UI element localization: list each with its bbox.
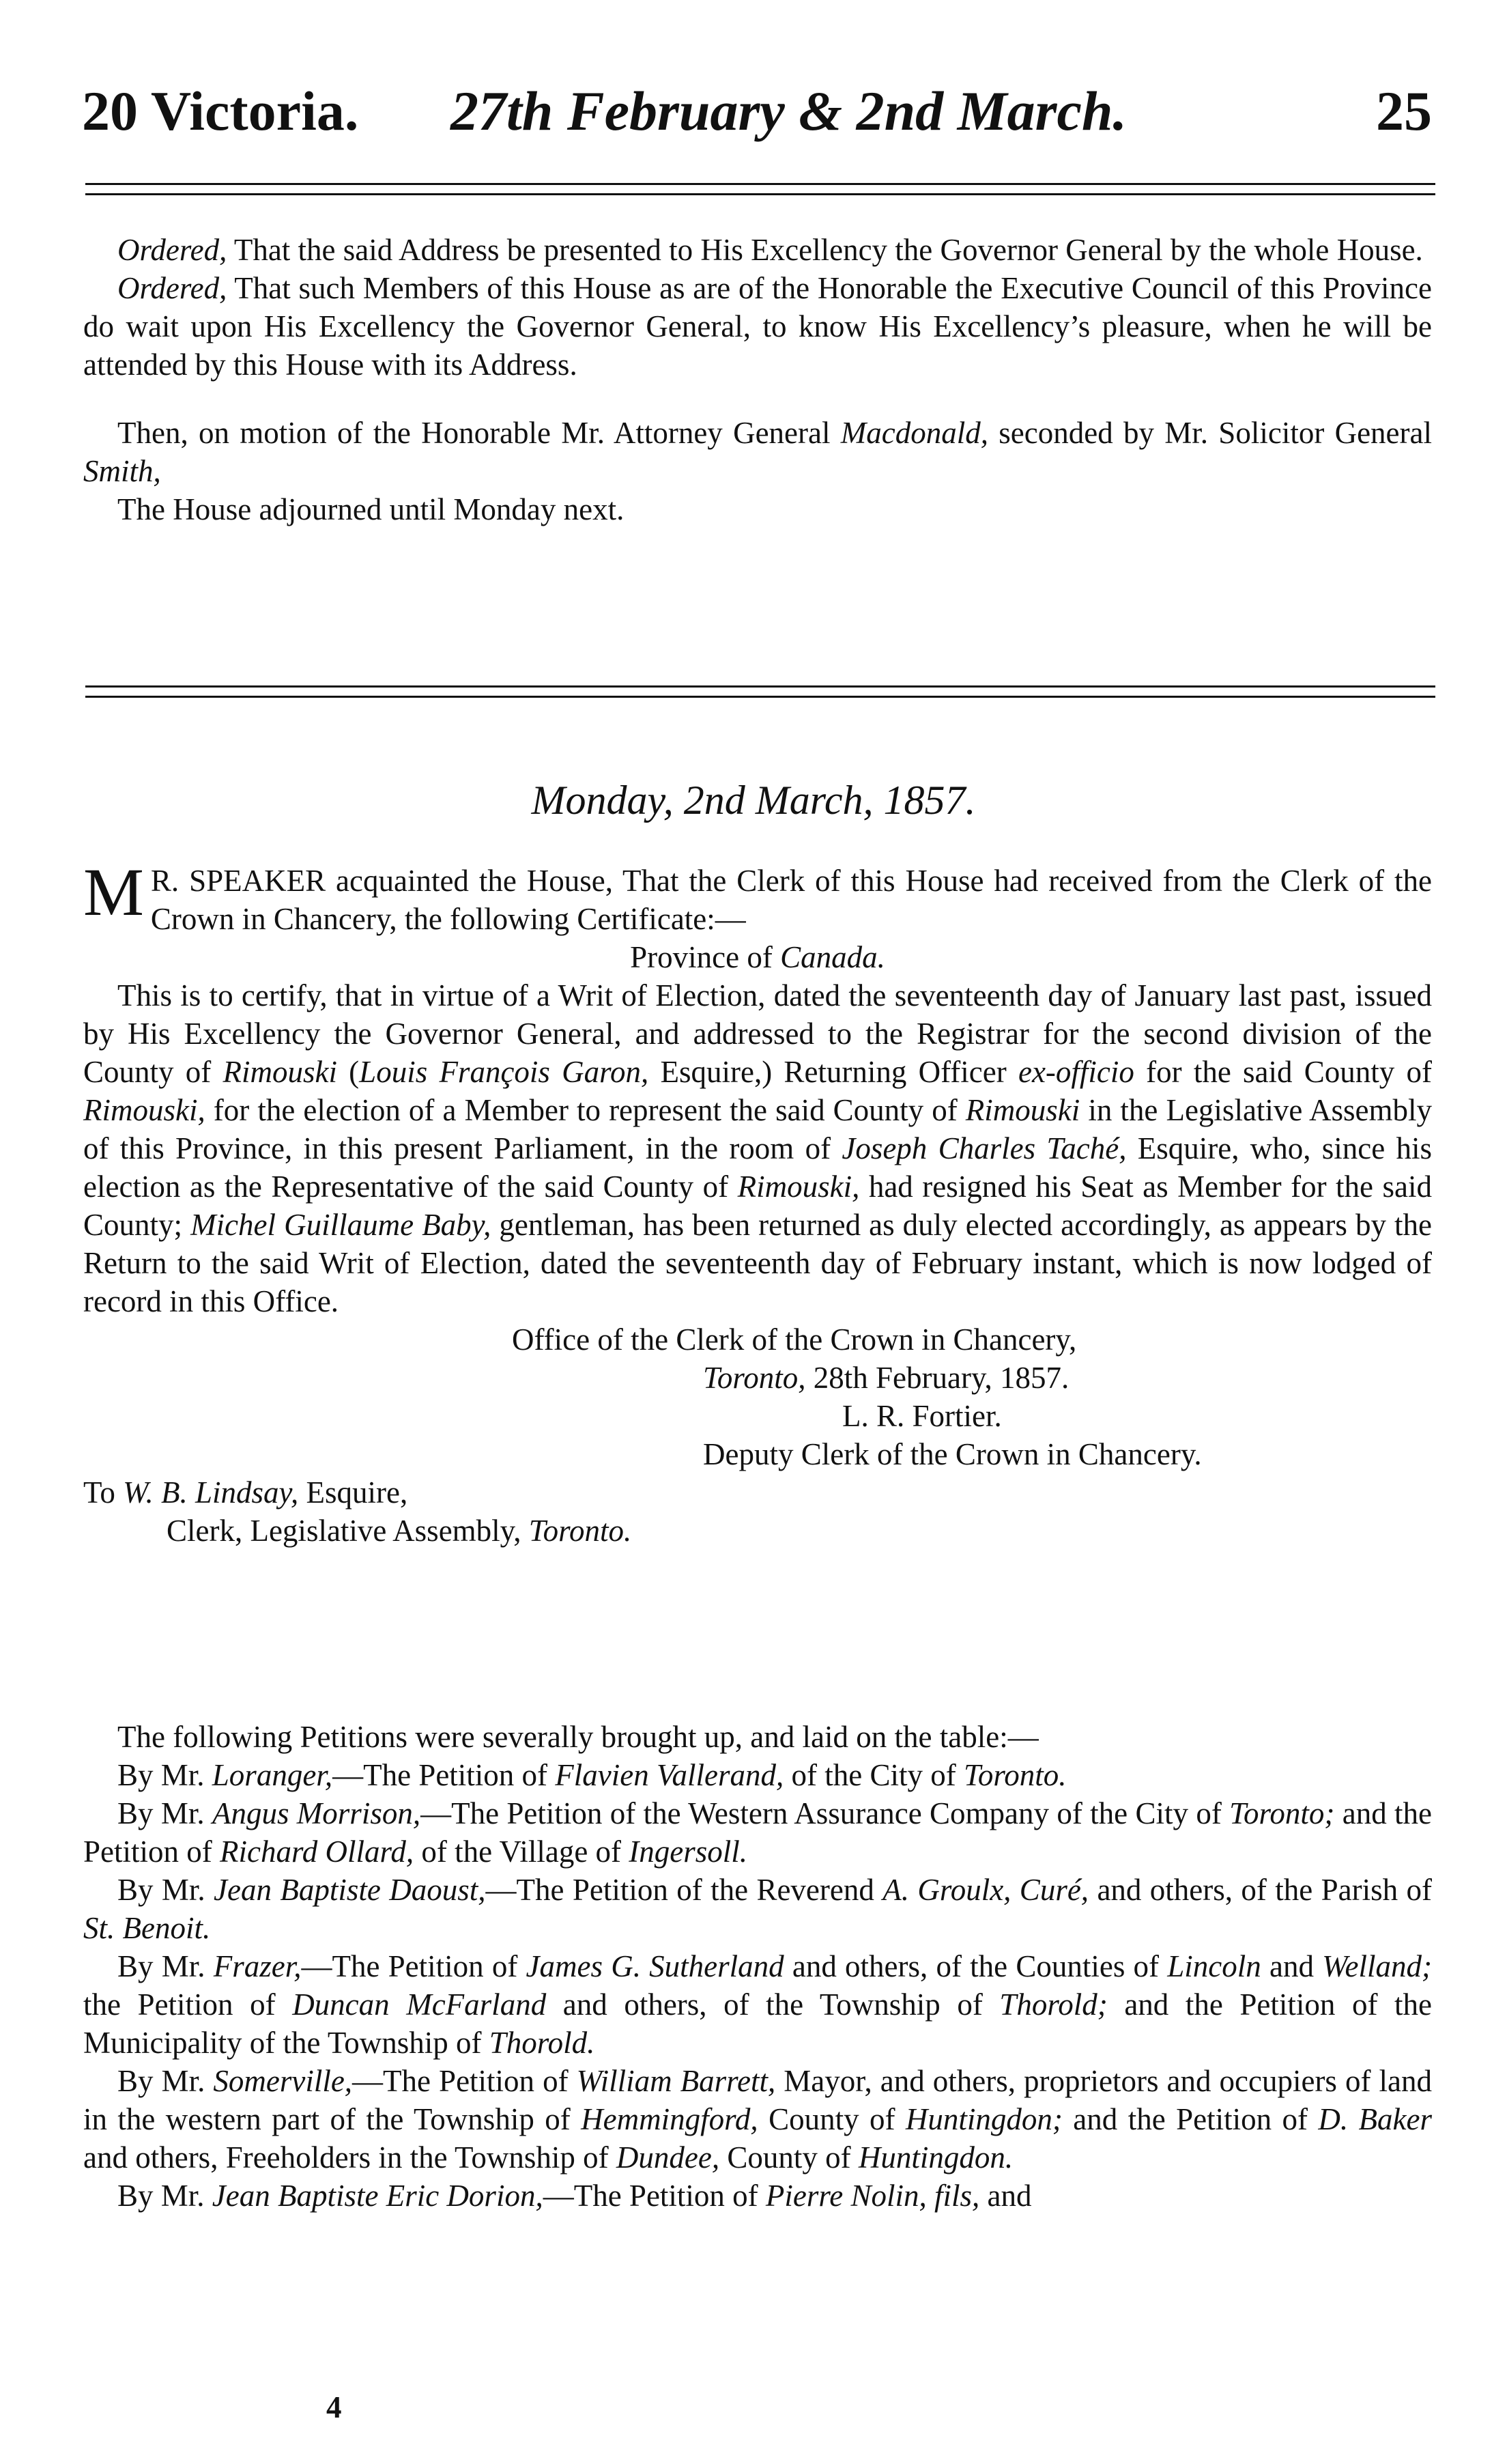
adjournment-motion: Then, on motion of the Honorable Mr. Attorney General Macdonald, seconded by Mr. Solicitor General Smith, xyxy=(83,416,1432,488)
drop-cap: M xyxy=(83,854,144,930)
adjournment-line: The House adjourned until Monday next. xyxy=(117,492,625,526)
signature-office: Office of the Clerk of the Crown in Chancery, xyxy=(512,1322,1077,1357)
petition-entry: By Mr. Loranger,—The Petition of Flavien Vallerand, of the City of Toronto. xyxy=(117,1758,1067,1792)
petition-entry: By Mr. Jean Baptiste Eric Dorion,—The Petition of Pierre Nolin, fils, and xyxy=(117,2179,1032,2213)
signature-date: Toronto, 28th February, 1857. xyxy=(703,1361,1070,1395)
certificate-text: This is to certify, that in virtue of a Writ of Election, dated the seventeenth day of January last past, issued by His Excellency the Governor General, and addressed to the Registrar for the second division of the County of Rimouski (Louis François Garon, Esquire,) Returning Officer ex-officio for the said County of Rimouski, for the election of a Member to represent the said County of Rimouski in the Legislative Assembly of this Province, in this present Parliament, in the room of Joseph Charles Taché, Esquire, who, since his election as the Representative of the said County of Rimouski, had resigned his Seat as Member for the said County; Michel Guillaume Baby, gentleman, has been returned as duly elected accordingly, as appears by the Return to the said Writ of Election, dated the seventeenth day of February instant, which is now lodged of record in this Office. xyxy=(83,978,1432,1318)
header-rule xyxy=(85,183,1435,195)
header-page-number: 25 xyxy=(1376,80,1432,142)
orders-section xyxy=(83,231,1432,528)
day-heading: Monday, 2nd March, 1857. xyxy=(531,778,976,823)
addressee-line-1: To W. B. Lindsay, Esquire, xyxy=(83,1475,408,1510)
certificate-section xyxy=(83,854,1432,1550)
header-regnal-year: 20 Victoria. xyxy=(82,80,359,142)
petitions-section xyxy=(83,1718,1432,2215)
petition-entry: By Mr. Somerville,—The Petition of William Barrett, Mayor, and others, proprietors and occupiers of land in the western part of the Township of Hemmingford, County of Huntingdon; and the Petition of D. Baker and others, Freeholders in the Township of Dundee, County of Huntingdon. xyxy=(83,2064,1432,2175)
addressee-line-2: Clerk, Legislative Assembly, Toronto. xyxy=(167,1514,632,1548)
order-paragraph-2: Ordered, That such Members of this House as are of the Honorable the Executive Council of this Province do wait upon His Excellency the Governor General, to know His Excellency’s pleasure, when he will be attended by this House with its Address. xyxy=(83,271,1432,382)
header-dates: 27th February & 2nd March. xyxy=(450,80,1128,142)
petition-entry: By Mr. Jean Baptiste Daoust,—The Petition of the Reverend A. Groulx, Curé, and others, of the Parish of St. Benoit. xyxy=(83,1873,1432,1945)
signature-name: L. R. Fortier. xyxy=(842,1399,1002,1433)
running-header xyxy=(82,74,1432,149)
order-paragraph-1: Ordered, That the said Address be presented to His Excellency the Governor General by the whole House. xyxy=(117,233,1423,267)
petition-entry: By Mr. Frazer,—The Petition of James G. Sutherland and others, of the Counties of Lincoln and Welland; the Petition of Duncan McFarland and others, of the Township of Thorold; and the Petition of the Municipality of the Township of Thorold. xyxy=(83,1949,1433,2060)
speaker-announcement: M R. SPEAKER acquainted the House, That the Clerk of this House had received from the Clerk of the Crown in Chancery, the following Certificate:— xyxy=(83,854,1432,936)
signature-title: Deputy Clerk of the Crown in Chancery. xyxy=(703,1437,1202,1471)
petition-entry: By Mr. Angus Morrison,—The Petition of the Western Assurance Company of the City of Toronto; and the Petition of Richard Ollard, of the Village of Ingersoll. xyxy=(83,1796,1433,1869)
section-rule xyxy=(85,685,1435,698)
province-line: Province of Canada. xyxy=(630,940,885,974)
petitions-intro: The following Petitions were severally brought up, and laid on the table:— xyxy=(117,1720,1039,1754)
signature-mark: 4 xyxy=(326,2390,342,2424)
